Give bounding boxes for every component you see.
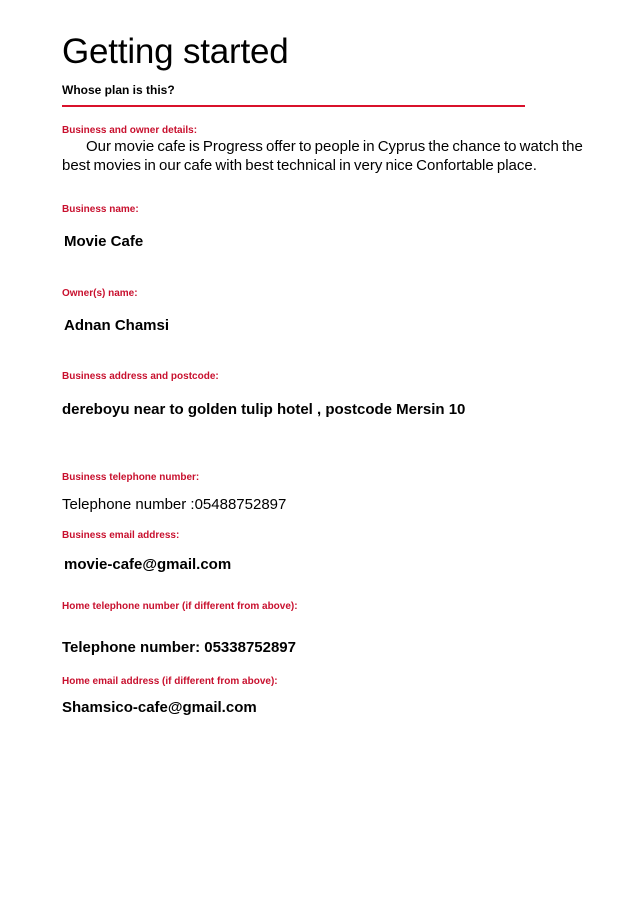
page-title: Getting started <box>62 32 289 71</box>
business-email-value: movie-cafe@gmail.com <box>64 556 232 573</box>
home-email-label: Home email address (if different from above): <box>62 676 278 687</box>
owner-name-label: Owner(s) name: <box>62 288 138 299</box>
business-email-label: Business email address: <box>62 530 180 541</box>
title-divider <box>62 105 525 107</box>
owner-name-value: Adnan Chamsi <box>64 317 170 334</box>
business-name-label: Business name: <box>62 204 139 215</box>
page-subtitle: Whose plan is this? <box>62 83 175 97</box>
business-name-value: Movie Cafe <box>64 233 144 250</box>
business-telephone-label: Business telephone number: <box>62 472 200 483</box>
home-email-value: Shamsico-cafe@gmail.com <box>62 699 257 716</box>
business-address-label: Business address and postcode: <box>62 371 219 382</box>
owner-details-text: Our movie cafe is Progress offer to people in Cyprus the chance to watch the best movies in our cafe with best technical in very nice Confortable place. <box>62 138 583 174</box>
home-telephone-label: Home telephone number (if different from above): <box>62 601 298 612</box>
home-telephone-value: Telephone number: 05338752897 <box>62 639 296 656</box>
business-address-value: dereboyu near to golden tulip hotel , postcode Mersin 10 <box>62 401 466 418</box>
owner-details-label: Business and owner details: <box>62 125 198 136</box>
business-telephone-value: Telephone number :05488752897 <box>62 496 287 513</box>
